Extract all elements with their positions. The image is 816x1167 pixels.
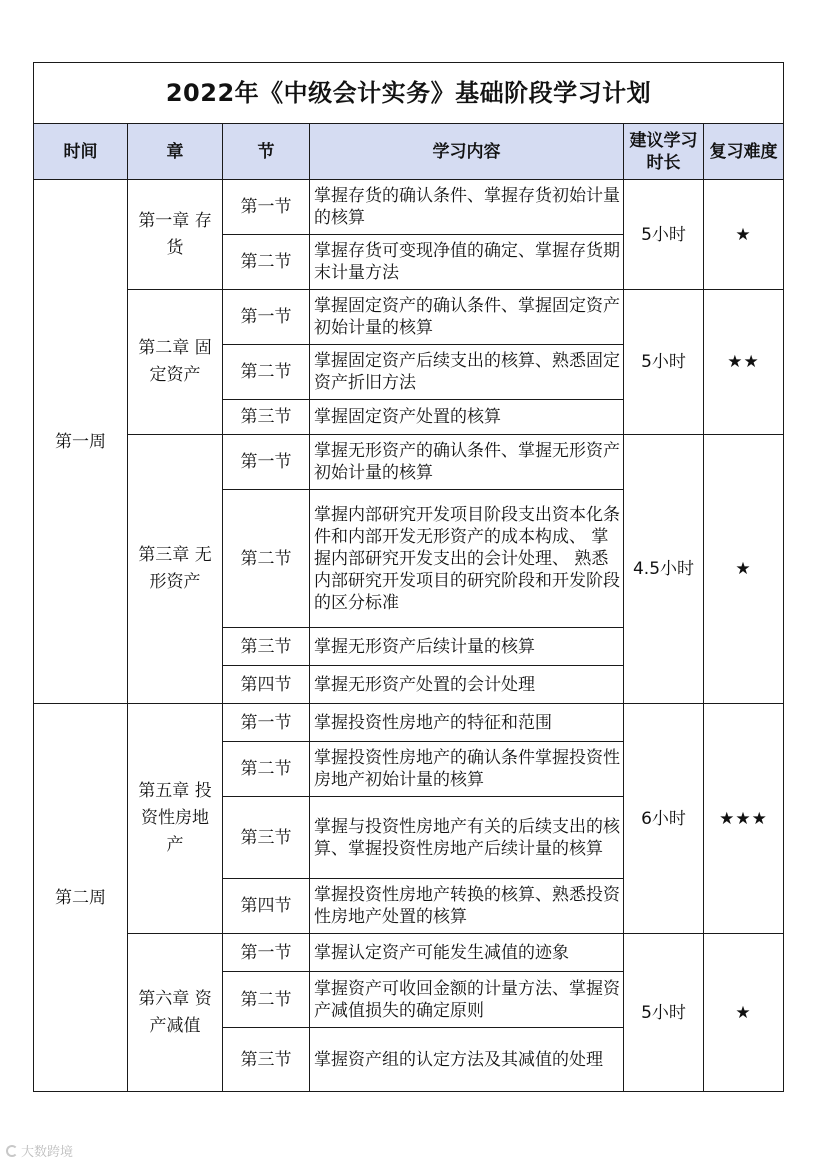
content-cell: 掌握投资性房地产转换的核算、熟悉投资性房地产处置的核算 [310,879,624,934]
content-cell: 掌握存货的确认条件、掌握存货初始计量的核算 [310,180,624,235]
section-cell: 第一节 [223,180,310,235]
study-plan-table [33,62,784,1092]
section-cell: 第三节 [223,1028,310,1092]
table-row [34,435,784,490]
section-cell: 第四节 [223,666,310,704]
section-cell: 第一节 [223,435,310,490]
section-cell: 第一节 [223,934,310,972]
difficulty-stars: ★ [704,435,784,704]
difficulty-stars: ★★ [704,290,784,435]
difficulty-stars: ★★★ [704,704,784,934]
table-row [34,934,784,972]
difficulty-stars: ★ [704,180,784,290]
table-row [34,704,784,742]
section-cell: 第二节 [223,345,310,400]
content-cell: 掌握固定资产的确认条件、掌握固定资产初始计量的核算 [310,290,624,345]
content-cell: 掌握投资性房地产的特征和范围 [310,704,624,742]
header-difficulty: 复习难度 [704,124,784,180]
section-cell: 第三节 [223,628,310,666]
content-cell: 掌握投资性房地产的确认条件掌握投资性房地产初始计量的核算 [310,742,624,797]
content-cell: 掌握资产组的认定方法及其减值的处理 [310,1028,624,1092]
duration-cell: 6小时 [624,704,704,934]
section-cell: 第一节 [223,290,310,345]
brand-watermark-text: 大数跨境 [21,1145,74,1160]
duration-cell: 5小时 [624,290,704,435]
header-content: 学习内容 [310,124,624,180]
table-row [34,180,784,235]
section-cell: 第二节 [223,490,310,628]
section-cell: 第三节 [223,400,310,435]
week-cell: 第一周 [34,180,128,704]
section-cell: 第三节 [223,797,310,879]
chapter-cell: 第二章 固定资产 [128,290,223,435]
content-cell: 掌握固定资产后续支出的核算、熟悉固定资产折旧方法 [310,345,624,400]
header-section: 节 [223,124,310,180]
section-cell: 第四节 [223,879,310,934]
difficulty-stars: ★ [704,934,784,1092]
duration-cell: 5小时 [624,934,704,1092]
content-cell: 掌握资产可收回金额的计量方法、掌握资产减值损失的确定原则 [310,972,624,1028]
week-cell: 第二周 [34,704,128,1092]
chapter-cell: 第三章 无形资产 [128,435,223,704]
content-cell: 掌握无形资产的确认条件、掌握无形资产初始计量的核算 [310,435,624,490]
header-duration: 建议学习时长 [624,124,704,180]
content-cell: 掌握无形资产后续计量的核算 [310,628,624,666]
content-cell: 掌握内部研究开发项目阶段支出资本化条件和内部开发无形资产的成本构成、 掌握内部研究开发支出的会计处理、 熟悉内部研究开发项目的研究阶段和开发阶段的区分标准 [310,490,624,628]
section-cell: 第二节 [223,972,310,1028]
section-cell: 第一节 [223,704,310,742]
duration-cell: 5小时 [624,180,704,290]
chapter-cell: 第六章 资产减值 [128,934,223,1092]
content-cell: 掌握存货可变现净值的确定、掌握存货期末计量方法 [310,235,624,290]
chapter-cell: 第五章 投资性房地产 [128,704,223,934]
content-cell: 掌握认定资产可能发生减值的迹象 [310,934,624,972]
content-cell: 掌握固定资产处置的核算 [310,400,624,435]
header-chapter: 章 [128,124,223,180]
content-cell: 掌握无形资产处置的会计处理 [310,666,624,704]
page-title: 2022年《中级会计实务》基础阶段学习计划 [34,63,784,124]
section-cell: 第二节 [223,742,310,797]
section-cell: 第二节 [223,235,310,290]
brand-watermark [6,1141,73,1160]
chapter-cell: 第一章 存货 [128,180,223,290]
table-row [34,290,784,345]
header-row [34,124,784,180]
brand-logo-icon [6,1145,18,1157]
duration-cell: 4.5小时 [624,435,704,704]
header-time: 时间 [34,124,128,180]
content-cell: 掌握与投资性房地产有关的后续支出的核算、掌握投资性房地产后续计量的核算 [310,797,624,879]
